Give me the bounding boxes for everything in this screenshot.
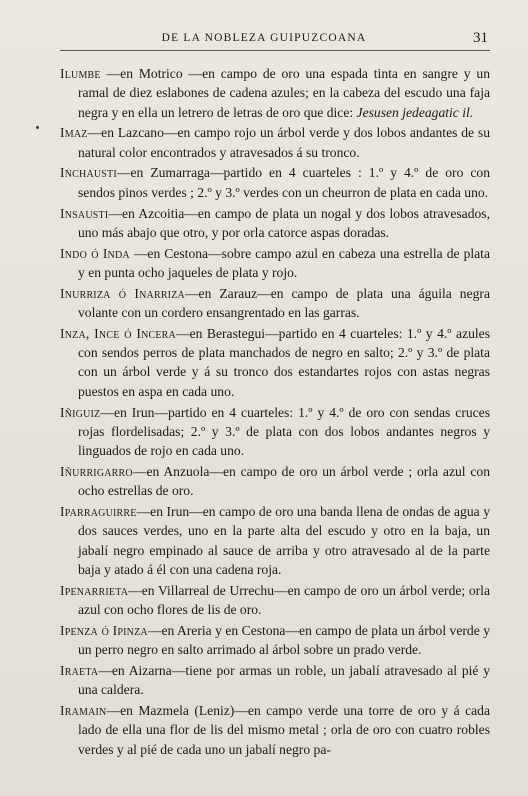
page-number: 31 bbox=[473, 30, 488, 46]
entry-name: Ipenza ó Ipinza bbox=[60, 622, 148, 638]
entry-name: Insausti bbox=[60, 205, 109, 221]
entry-motto: Jesusen jedeagatic il. bbox=[356, 104, 474, 120]
entry-iraeta bbox=[60, 661, 490, 700]
entry-name: Inurriza ó Inarriza bbox=[60, 285, 185, 301]
entry-name: Indo ó Inda bbox=[60, 245, 130, 261]
entry-text: —en Berastegui—partido en 4 cuarteles: 1.º y 4.º azules con sendos perros de plata manchados de negro en salto; 2.º y 3.º de plata con un árbol verde y á su tronco dos estandartes rojos con astas negras puestos en aspa en cada uno. bbox=[78, 325, 490, 399]
entry-text: —en Azcoitia—en campo de plata un nogal y dos lobos atravesados, uno más abajo que otro, y por orla catorce aspas doradas. bbox=[78, 205, 490, 240]
entry-ilumbe bbox=[60, 64, 490, 122]
running-title: DE LA NOBLEZA GUIPUZCOANA bbox=[161, 32, 367, 44]
entry-text: —en Mazmela (Leniz)—en campo verde una torre de oro y á cada lado de ella una flor de lis del mismo metal ; orla de oro con cuatro robles verdes y al pié de cada uno un jabalí negro pa- bbox=[78, 703, 490, 757]
entry-inurrigarro bbox=[60, 462, 490, 501]
entry-text: —en Irun—en campo de oro una banda llena de ondas de agua y dos sauces verdes, uno en la parte alta del escudo y otro en la baja, un jabalí negro empinado al sauce de arriba y otro atravesado al de la parte baja y atado á él con una cadena roja. bbox=[78, 504, 490, 577]
entry-text: —en Lazcano—en campo rojo un árbol verde y dos lobos andantes de su natural color encontrados y atravesados á su tronco. bbox=[78, 125, 490, 160]
margin-mark bbox=[36, 126, 39, 129]
entry-name: Inchausti bbox=[60, 165, 117, 181]
page-header bbox=[0, 30, 528, 50]
entry-inza bbox=[60, 324, 490, 401]
entry-name: Inza, Ince ó Incera bbox=[60, 325, 176, 341]
entry-name: Ipenarrieta bbox=[60, 582, 129, 598]
entry-name: Iñiguiz bbox=[60, 404, 101, 420]
entry-iniguiz bbox=[60, 403, 490, 461]
entry-text: —en Anzuola—en campo de oro un árbol verde ; orla azul con ocho estrellas de oro. bbox=[78, 463, 490, 499]
entry-text: —en Villarreal de Urrechu—en campo de oro un árbol verde; orla azul con ocho flores de lis de oro. bbox=[78, 582, 490, 618]
entry-text: —en Motrico —en campo de oro una espada tinta en sangre y un ramal de diez eslabones de cadena azules; en la cabeza del escudo una faja negra y en ella un letrero de letras de oro que dice: bbox=[78, 66, 490, 120]
entry-text: —en Zarauz—en campo de plata una águila negra volante con un cordero ensangrentado en las garras. bbox=[78, 285, 490, 321]
entry-name: Iraeta bbox=[60, 662, 99, 678]
entry-iramain bbox=[60, 701, 490, 759]
entry-name: Imaz bbox=[60, 125, 88, 141]
page-body bbox=[60, 64, 490, 760]
entry-name: Iparraguirre bbox=[60, 504, 137, 520]
entry-text: —en Cestona—sobre campo azul en cabeza una estrella de plata y en punta ocho jaqueles de plata y rojo. bbox=[78, 245, 490, 280]
entry-text: —en Irun—partido en 4 cuarteles: 1.º y 4.º de oro con sendas cruces rojas flordelisadas; 2.º y 3.º de plata con dos lobos andantes negros y linguados de rojo en cada uno. bbox=[78, 404, 490, 459]
entry-name: Ilumbe bbox=[60, 66, 101, 81]
header-rule bbox=[60, 50, 490, 51]
entry-text: —en Aizarna—tiene por armas un roble, un jabalí atravesado al pié y una caldera. bbox=[78, 662, 490, 698]
entry-ipenarrieta bbox=[60, 581, 490, 620]
entry-imaz bbox=[60, 123, 490, 162]
entry-name: Iñurrigarro bbox=[60, 463, 133, 479]
entry-indo bbox=[60, 244, 490, 283]
entry-insausti bbox=[60, 204, 490, 243]
entry-name: Iramain bbox=[60, 703, 107, 718]
entry-inchausti bbox=[60, 163, 490, 202]
entry-text: —en Areria y en Cestona—en campo de plata un árbol verde y un perro negro en salto arrimado al árbol sobre un prado verde. bbox=[78, 622, 490, 658]
entry-text: —en Zumarraga—partido en 4 cuarteles : 1.º y 4.º de oro con sendos pinos verdes ; 2.º y 3.º verdes con un cheurron de plata en cada uno. bbox=[78, 165, 490, 200]
entry-ipenza bbox=[60, 621, 490, 660]
entry-iparraguirre bbox=[60, 502, 490, 579]
entry-inurriza bbox=[60, 284, 490, 323]
